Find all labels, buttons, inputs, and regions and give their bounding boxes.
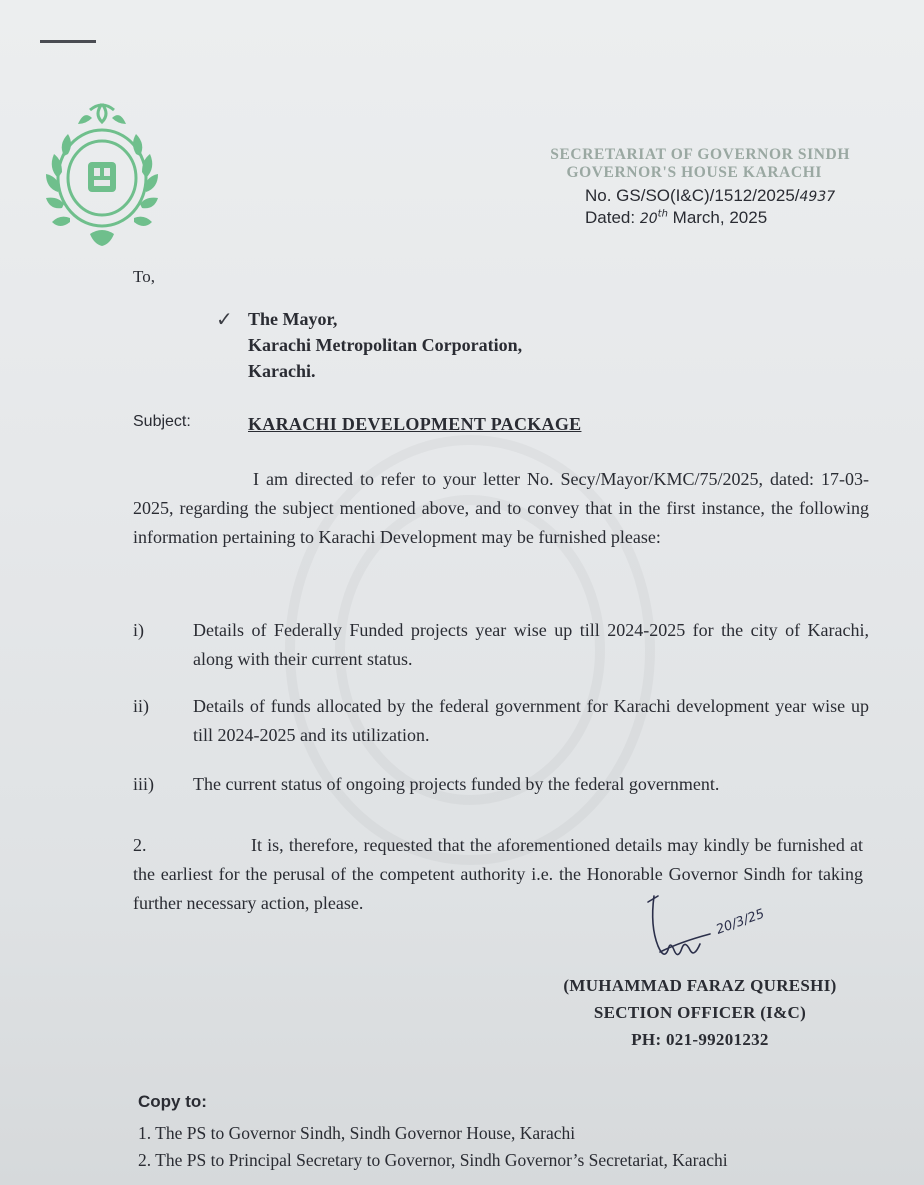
header-line-2: GOVERNOR'S HOUSE KARACHI [566,164,822,181]
list-item-text: The current status of ongoing projects funded by the federal government. [193,774,720,794]
secretariat-header [470,146,850,182]
tick-mark-icon: ✓ [216,309,233,331]
list-item [133,692,869,750]
dated-day-suffix: th [657,208,668,220]
copy-to-item: 1. The PS to Governor Sindh, Sindh Governor House, Karachi [138,1123,576,1143]
copy-to-label: Copy to: [138,1092,207,1111]
sindh-government-emblem-icon [40,84,172,250]
reference-number [585,186,835,206]
list-item-number: i) [133,620,144,640]
paragraph-2-text: It is, therefore, requested that the aforementioned details may kindly be furnished at the earliest for the perusal of the competent authority i.e. the Honorable Governor Sindh for taking further necessary action, please. [133,835,863,913]
handwritten-signature-icon [640,892,800,982]
header-line-1: SECRETARIAT OF GOVERNOR SINDH [550,146,850,163]
letter-date [585,208,767,228]
paragraph-2-number: 2. [133,835,147,855]
list-item [133,616,869,674]
dated-label: Dated: [585,208,636,227]
top-dash-mark [40,40,96,43]
list-item-text: Details of funds allocated by the federal government for Karachi development year wise up till 2024-2025 and its utilization. [193,696,869,745]
subject-title: KARACHI DEVELOPMENT PACKAGE [248,414,582,434]
signature-date: 20/3/25 [714,906,767,938]
signatory-name: (MUHAMMAD FARAZ QURESHI) [563,976,837,995]
to-label: To, [133,267,155,286]
list-item-number: ii) [133,696,149,716]
recipient-line-1: The Mayor, [248,309,338,329]
reference-prefix: No. GS/SO(I&C)/1512/2025/ [585,186,800,205]
list-item-number: iii) [133,774,154,794]
copy-to-item: 2. The PS to Principal Secretary to Governor, Sindh Governor’s Secretariat, Karachi [138,1150,728,1170]
signatory-designation: SECTION OFFICER (I&C) [593,1003,807,1022]
recipient-line-2: Karachi Metropolitan Corporation, [248,335,523,355]
dated-day: 20 [639,211,658,227]
subject-label: Subject: [133,413,191,430]
signatory-phone: PH: 021-99201232 [631,1030,769,1049]
list-item-text: Details of Federally Funded projects year wise up till 2024-2025 for the city of Karachi, along with their current status. [193,620,869,669]
list-item [133,770,869,799]
dated-month-year: March, 2025 [672,208,768,227]
reference-handwritten-number: 4937 [799,189,836,205]
body-paragraph-1: I am directed to refer to your letter No. Secy/Mayor/KMC/75/2025, dated: 17-03-2025, regarding the subject mentioned above, and to convey that in the first instance, the following information pertaining to Karachi Development may be furnished please: [133,469,869,547]
recipient-address [248,306,522,384]
recipient-line-3: Karachi. [248,361,316,381]
signatory-block [520,972,880,1053]
